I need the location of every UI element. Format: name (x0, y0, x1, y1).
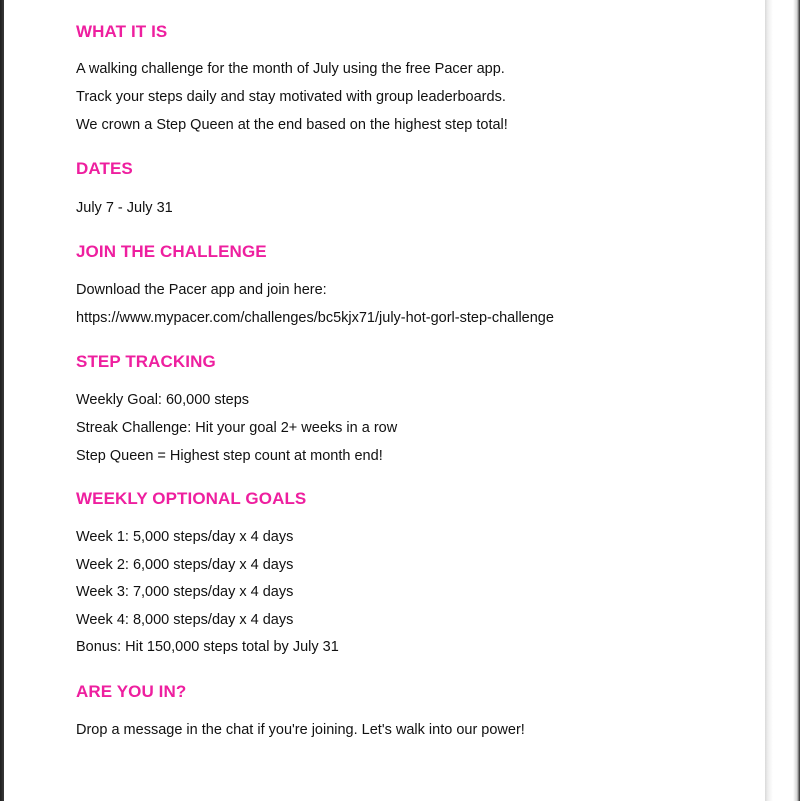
section-heading: ARE YOU IN? (76, 682, 187, 701)
body-line: Week 1: 5,000 steps/day x 4 days (76, 529, 294, 545)
section-are-you-in (76, 682, 736, 739)
body-line: Step Queen = Highest step count at month end! (76, 448, 383, 464)
section-step-tracking (76, 352, 736, 465)
body-line: Download the Pacer app and join here: (76, 282, 327, 298)
body-line: Drop a message in the chat if you're joining. Let's walk into our power! (76, 722, 525, 738)
section-dates (76, 159, 736, 217)
body-line: July 7 - July 31 (76, 200, 173, 216)
document-page[interactable] (4, 0, 762, 801)
section-heading: WHAT IT IS (76, 22, 168, 41)
body-line: Week 2: 6,000 steps/day x 4 days (76, 556, 294, 573)
body-line: Weekly Goal: 60,000 steps (76, 392, 250, 408)
challenge-link[interactable]: https://www.mypacer.com/challenges/bc5kjx71/july-hot-gorl-step-challenge (76, 310, 554, 326)
section-heading: JOIN THE CHALLENGE (76, 242, 267, 261)
section-heading: DATES (76, 159, 133, 178)
section-heading: WEEKLY OPTIONAL GOALS (76, 489, 307, 508)
viewer-right-edge (765, 0, 800, 801)
section-weekly-optional-goals (76, 489, 736, 656)
body-line: Week 4: 8,000 steps/day x 4 days (76, 611, 294, 628)
body-line: Track your steps daily and stay motivated with group leaderboards. (76, 89, 506, 105)
section-heading: STEP TRACKING (76, 352, 216, 371)
body-line: Streak Challenge: Hit your goal 2+ weeks in a row (76, 420, 398, 436)
body-line: Bonus: Hit 150,000 steps total by July 31 (76, 639, 339, 655)
body-line: A walking challenge for the month of July using the free Pacer app. (76, 61, 505, 77)
section-what-it-is (76, 22, 736, 134)
body-line: We crown a Step Queen at the end based on the highest step total! (76, 117, 508, 133)
section-join-the-challenge (76, 242, 736, 327)
body-line: Week 3: 7,000 steps/day x 4 days (76, 584, 294, 600)
